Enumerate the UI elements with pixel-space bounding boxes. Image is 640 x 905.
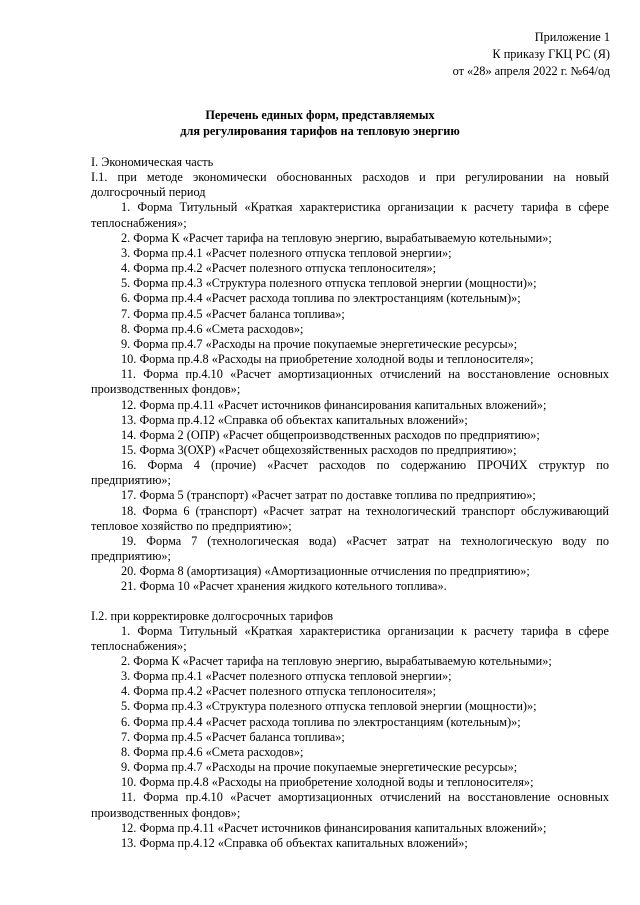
list-item: 6. Форма пр.4.4 «Расчет расхода топлива по электростанциям (котельным)»; bbox=[121, 291, 521, 306]
title-line-1: Перечень единых форм, представляемых bbox=[205, 108, 435, 122]
list-item: 7. Форма пр.4.5 «Расчет баланса топлива»; bbox=[121, 729, 345, 744]
list-item: 13. Форма пр.4.12 «Справка об объектах капитальных вложений»; bbox=[121, 835, 468, 850]
list-item: 6. Форма пр.4.4 «Расчет расхода топлива по электростанциям (котельным)»; bbox=[121, 714, 521, 729]
document-body bbox=[91, 155, 609, 851]
list-item: 11. Форма пр.4.10 «Расчет амортизационных отчислений на восстановление основных производственных фондов»; bbox=[91, 367, 609, 397]
list-item: 5. Форма пр.4.3 «Структура полезного отпуска тепловой энергии (мощности)»; bbox=[121, 699, 537, 714]
list-item: 2. Форма К «Расчет тарифа на тепловую энергию, вырабатываемую котельными»; bbox=[121, 230, 552, 245]
list-item: 4. Форма пр.4.2 «Расчет полезного отпуска теплоносителя»; bbox=[121, 261, 437, 276]
list-item: 3. Форма пр.4.1 «Расчет полезного отпуска тепловой энергии»; bbox=[121, 245, 452, 260]
list-item: 11. Форма пр.4.10 «Расчет амортизационных отчислений на восстановление основных производственных фондов»; bbox=[91, 790, 609, 820]
list-item: 17. Форма 5 (транспорт) «Расчет затрат по доставке топлива по предприятию»; bbox=[121, 488, 536, 503]
list-item: 14. Форма 2 (ОПР) «Расчет общепроизводственных расходов по предприятию»; bbox=[121, 427, 540, 442]
list-item: 2. Форма К «Расчет тарифа на тепловую энергию, вырабатываемую котельными»; bbox=[121, 654, 552, 668]
list-item: 3. Форма пр.4.1 «Расчет полезного отпуска тепловой энергии»; bbox=[121, 669, 452, 684]
list-item: 15. Форма 3(ОХР) «Расчет общехозяйственных расходов по предприятию»; bbox=[121, 442, 517, 457]
list-item: 13. Форма пр.4.12 «Справка об объектах капитальных вложений»; bbox=[121, 412, 468, 427]
appendix-label: Приложение 1 bbox=[534, 30, 610, 44]
order-reference: К приказу ГКЦ РС (Я) bbox=[492, 47, 610, 61]
list-item: 20. Форма 8 (амортизация) «Амортизационные отчисления по предприятию»; bbox=[121, 564, 530, 579]
list-item: 19. Форма 7 (технологическая вода) «Расчет затрат на технологическую воду по предприятию»; bbox=[91, 533, 609, 564]
order-date-number: от «28» апреля 2022 г. №64/од bbox=[452, 64, 610, 78]
list-item: 12. Форма пр.4.11 «Расчет источников финансирования капитальных вложений»; bbox=[121, 820, 547, 835]
form-list-1 bbox=[91, 200, 609, 594]
subsection-heading-2: I.2. при корректировке долгосрочных тарифов bbox=[91, 608, 334, 623]
list-item: 9. Форма пр.4.7 «Расходы на прочие покупаемые энергетические ресурсы»; bbox=[121, 336, 518, 351]
section-heading: I. Экономическая часть bbox=[91, 155, 214, 169]
title-line-2: для регулирования тарифов на тепловую энергию bbox=[180, 124, 460, 138]
list-item: 9. Форма пр.4.7 «Расходы на прочие покупаемые энергетические ресурсы»; bbox=[121, 760, 518, 775]
list-item: 8. Форма пр.4.6 «Смета расходов»; bbox=[121, 321, 304, 336]
list-item: 10. Форма пр.4.8 «Расходы на приобретение холодной воды и теплоносителя»; bbox=[121, 775, 534, 790]
list-item: 10. Форма пр.4.8 «Расходы на приобретение холодной воды и теплоносителя»; bbox=[121, 352, 534, 367]
list-item: 4. Форма пр.4.2 «Расчет полезного отпуска теплоносителя»; bbox=[121, 684, 437, 699]
section-gap bbox=[91, 595, 609, 609]
document-header bbox=[453, 29, 610, 80]
list-item: 1. Форма Титульный «Краткая характеристика организации к расчету тарифа в сфере теплоснабжения»; bbox=[91, 623, 609, 653]
list-item: 5. Форма пр.4.3 «Структура полезного отпуска тепловой энергии (мощности)»; bbox=[121, 276, 537, 291]
form-list-2 bbox=[91, 624, 609, 851]
subsection-heading-1: I.1. при методе экономически обоснованных расходов и при регулировании на новый долгосрочный период bbox=[91, 170, 609, 200]
list-item: 21. Форма 10 «Расчет хранения жидкого котельного топлива». bbox=[121, 579, 447, 594]
list-item: 8. Форма пр.4.6 «Смета расходов»; bbox=[121, 744, 304, 759]
list-item: 7. Форма пр.4.5 «Расчет баланса топлива»; bbox=[121, 306, 345, 321]
list-item: 16. Форма 4 (прочие) «Расчет расходов по содержанию ПРОЧИХ структур по предприятию»; bbox=[91, 458, 609, 488]
list-item: 1. Форма Титульный «Краткая характеристика организации к расчету тарифа в сфере теплоснабжения»; bbox=[91, 200, 609, 230]
list-item: 18. Форма 6 (транспорт) «Расчет затрат на технологический транспорт обслуживающий тепловое хозяйство по предприятию»; bbox=[91, 503, 609, 533]
list-item: 12. Форма пр.4.11 «Расчет источников финансирования капитальных вложений»; bbox=[121, 397, 547, 412]
document-title bbox=[0, 107, 640, 139]
